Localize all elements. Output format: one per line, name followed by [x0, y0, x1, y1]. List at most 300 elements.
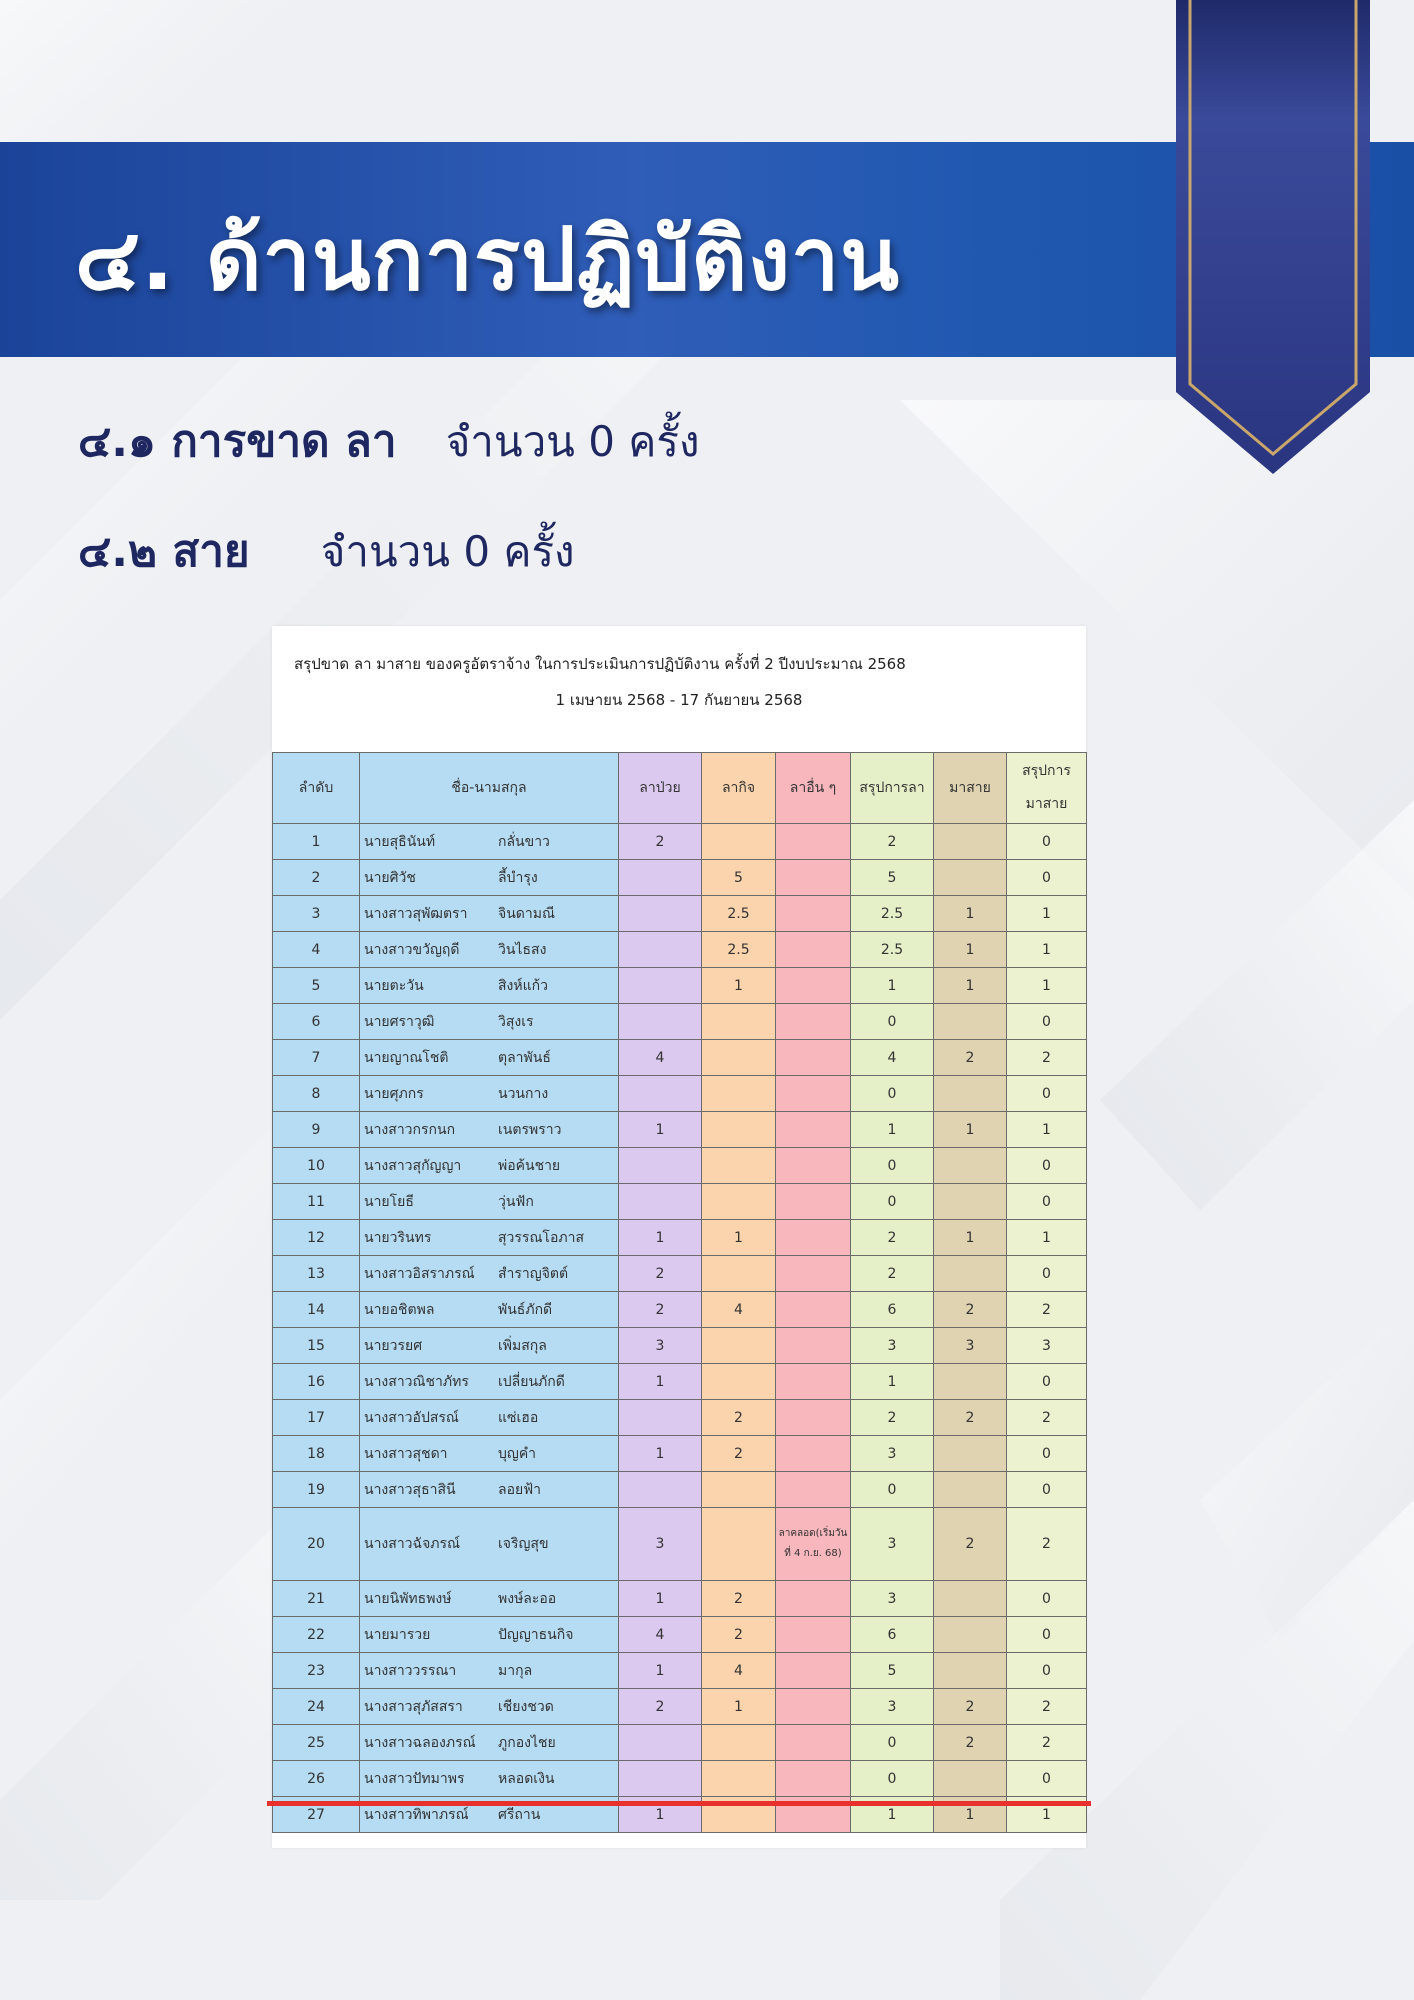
cell-other-leave	[776, 1761, 851, 1797]
last-name: เพิ่มสกุล	[498, 1337, 547, 1354]
cell-sick-leave	[619, 860, 702, 896]
cell-sick-leave: 2	[619, 1292, 702, 1328]
cell-no: 19	[273, 1472, 360, 1508]
cell-other-leave	[776, 1148, 851, 1184]
last-name: วิสุงเร	[498, 1013, 534, 1030]
cell-late: 1	[934, 968, 1007, 1004]
cell-no: 21	[273, 1581, 360, 1617]
cell-late-total: 0	[1007, 1436, 1087, 1472]
cell-late: 2	[934, 1400, 1007, 1436]
first-name: นางสาวสุชดา	[364, 1445, 448, 1462]
cell-business-leave	[702, 1256, 776, 1292]
last-name: สิงห์แก้ว	[498, 977, 548, 994]
cell-business-leave	[702, 824, 776, 860]
last-name: เปลี่ยนภักดี	[498, 1373, 565, 1390]
cell-name	[360, 1581, 619, 1617]
cell-leave-total: 0	[851, 1184, 934, 1220]
cell-no: 8	[273, 1076, 360, 1112]
cell-business-leave: 5	[702, 860, 776, 896]
cell-sick-leave: 1	[619, 1581, 702, 1617]
attendance-summary-document	[272, 626, 1086, 1848]
header-no: ลำดับ	[273, 753, 360, 824]
cell-no: 18	[273, 1436, 360, 1472]
cell-late-total: 0	[1007, 1581, 1087, 1617]
cell-name	[360, 1653, 619, 1689]
first-name: นางสาวทิพาภรณ์	[364, 1806, 469, 1823]
cell-late-total: 2	[1007, 1689, 1087, 1725]
cell-business-leave: 2	[702, 1436, 776, 1472]
table-row	[273, 1328, 1087, 1364]
cell-late: 1	[934, 896, 1007, 932]
other-leave-note: ลาคลอด(เริ่มวันที่ 4 ก.ย. 68)	[778, 1528, 848, 1559]
cell-name	[360, 824, 619, 860]
cell-leave-total: 6	[851, 1292, 934, 1328]
cell-late-total: 0	[1007, 860, 1087, 896]
late-count: จำนวน 0 ครั้ง	[320, 527, 575, 576]
cell-late	[934, 1004, 1007, 1040]
cell-late-total: 0	[1007, 1653, 1087, 1689]
cell-other-leave	[776, 1076, 851, 1112]
cell-leave-total: 2	[851, 1256, 934, 1292]
cell-business-leave	[702, 1472, 776, 1508]
cell-other-leave	[776, 824, 851, 860]
last-name: ลอยฟ้า	[498, 1481, 541, 1498]
cell-no: 14	[273, 1292, 360, 1328]
cell-business-leave: 2	[702, 1581, 776, 1617]
last-name: วินไธสง	[498, 941, 547, 958]
last-name: เชียงชวด	[498, 1698, 554, 1715]
cell-other-leave	[776, 1292, 851, 1328]
cell-business-leave: 4	[702, 1653, 776, 1689]
table-row	[273, 1653, 1087, 1689]
cell-name	[360, 1617, 619, 1653]
cell-no: 27	[273, 1797, 360, 1833]
first-name: นายสุธินันท์	[364, 833, 436, 850]
cell-sick-leave: 1	[619, 1797, 702, 1833]
table-row	[273, 1508, 1087, 1581]
cell-name	[360, 1725, 619, 1761]
cell-late	[934, 1653, 1007, 1689]
cell-other-leave	[776, 1004, 851, 1040]
cell-business-leave	[702, 1112, 776, 1148]
cell-other-leave	[776, 1436, 851, 1472]
cell-late	[934, 860, 1007, 896]
cell-sick-leave: 1	[619, 1653, 702, 1689]
first-name: นายอชิตพล	[364, 1301, 435, 1318]
cell-leave-total: 3	[851, 1581, 934, 1617]
first-name: นางสาวกรกนก	[364, 1121, 456, 1138]
cell-late-total: 0	[1007, 1184, 1087, 1220]
cell-late	[934, 1617, 1007, 1653]
cell-no: 6	[273, 1004, 360, 1040]
cell-leave-total: 5	[851, 860, 934, 896]
cell-no: 2	[273, 860, 360, 896]
cell-late-total: 0	[1007, 824, 1087, 860]
cell-name	[360, 1220, 619, 1256]
last-name: พงษ์ละออ	[498, 1590, 557, 1607]
document-title: สรุปขาด ลา มาสาย ของครูอัตราจ้าง ในการประเมินการปฏิบัติงาน ครั้งที่ 2 ปีงบประมาณ 2568	[294, 655, 906, 673]
header-late: มาสาย	[934, 753, 1007, 824]
last-name: เนตรพราว	[498, 1121, 562, 1138]
cell-name	[360, 1256, 619, 1292]
cell-no: 10	[273, 1148, 360, 1184]
first-name: นายตะวัน	[364, 977, 424, 994]
cell-late	[934, 1364, 1007, 1400]
cell-late-total: 0	[1007, 1004, 1087, 1040]
cell-name	[360, 1004, 619, 1040]
cell-business-leave: 1	[702, 1689, 776, 1725]
cell-business-leave	[702, 1076, 776, 1112]
cell-late	[934, 1256, 1007, 1292]
first-name: นางสาวอิสราภรณ์	[364, 1265, 475, 1282]
table-row	[273, 1472, 1087, 1508]
cell-name	[360, 1436, 619, 1472]
cell-leave-total: 2.5	[851, 932, 934, 968]
cell-leave-total: 3	[851, 1689, 934, 1725]
first-name: นางสาวปัทมาพร	[364, 1770, 465, 1787]
cell-no: 15	[273, 1328, 360, 1364]
first-name: นางสาวสุพัฒตรา	[364, 905, 468, 922]
cell-no: 22	[273, 1617, 360, 1653]
cell-sick-leave: 1	[619, 1220, 702, 1256]
cell-late-total: 0	[1007, 1617, 1087, 1653]
page-title: ๔. ด้านการปฏิบัติงาน	[75, 210, 901, 310]
absence-leave-heading: ๔.๑ การขาด ลา	[78, 416, 397, 467]
table-row	[273, 1076, 1087, 1112]
cell-name	[360, 1761, 619, 1797]
cell-late-total: 0	[1007, 1148, 1087, 1184]
cell-name	[360, 968, 619, 1004]
cell-name	[360, 1400, 619, 1436]
cell-business-leave	[702, 1040, 776, 1076]
cell-leave-total: 5	[851, 1653, 934, 1689]
cell-name	[360, 1689, 619, 1725]
cell-late: 2	[934, 1689, 1007, 1725]
absence-leave-count: จำนวน 0 ครั้ง	[445, 417, 700, 466]
ribbon-bookmark-icon	[1176, 0, 1370, 478]
cell-leave-total: 3	[851, 1328, 934, 1364]
last-name: หลอดเงิน	[498, 1770, 555, 1787]
cell-no: 23	[273, 1653, 360, 1689]
cell-other-leave	[776, 1581, 851, 1617]
cell-late: 2	[934, 1508, 1007, 1581]
cell-sick-leave: 2	[619, 1689, 702, 1725]
cell-other-leave	[776, 860, 851, 896]
cell-business-leave: 2.5	[702, 932, 776, 968]
cell-sick-leave: 1	[619, 1436, 702, 1472]
first-name: นางสาววรรณา	[364, 1662, 457, 1679]
cell-name	[360, 1472, 619, 1508]
last-name: ภูกองไชย	[498, 1734, 556, 1751]
last-name: สุวรรณโอภาส	[498, 1229, 584, 1246]
last-name: พ่อค้นชาย	[498, 1157, 561, 1174]
table-row	[273, 1436, 1087, 1472]
cell-leave-total: 1	[851, 1797, 934, 1833]
table-row	[273, 1292, 1087, 1328]
cell-name	[360, 1148, 619, 1184]
header-leave-total: สรุปการลา	[851, 753, 934, 824]
cell-leave-total: 1	[851, 1364, 934, 1400]
cell-no: 26	[273, 1761, 360, 1797]
cell-no: 12	[273, 1220, 360, 1256]
cell-business-leave	[702, 1004, 776, 1040]
cell-late-total: 2	[1007, 1725, 1087, 1761]
cell-late-total: 2	[1007, 1400, 1087, 1436]
cell-business-leave: 2.5	[702, 896, 776, 932]
cell-leave-total: 2	[851, 1400, 934, 1436]
header-other-leave: ลาอื่น ๆ	[776, 753, 851, 824]
cell-leave-total: 0	[851, 1148, 934, 1184]
last-name: ศรีถาน	[498, 1806, 541, 1823]
cell-leave-total: 2.5	[851, 896, 934, 932]
cell-business-leave	[702, 1364, 776, 1400]
cell-late	[934, 1761, 1007, 1797]
cell-leave-total: 1	[851, 968, 934, 1004]
cell-leave-total: 0	[851, 1761, 934, 1797]
cell-sick-leave	[619, 1761, 702, 1797]
cell-leave-total: 6	[851, 1617, 934, 1653]
cell-late-total: 0	[1007, 1076, 1087, 1112]
header-business-leave: ลากิจ	[702, 753, 776, 824]
cell-late	[934, 1076, 1007, 1112]
last-name: นวนกาง	[498, 1085, 549, 1102]
first-name: นางสาวสุกัญญา	[364, 1157, 462, 1174]
first-name: นายศราวุฒิ	[364, 1013, 435, 1030]
header-name: ชื่อ-นามสกุล	[360, 753, 619, 824]
first-name: นายนิพัทธพงษ์	[364, 1590, 452, 1607]
cell-other-leave	[776, 1617, 851, 1653]
cell-other-leave	[776, 896, 851, 932]
cell-late: 2	[934, 1725, 1007, 1761]
cell-sick-leave	[619, 1076, 702, 1112]
cell-late-total: 2	[1007, 1292, 1087, 1328]
table-row	[273, 1761, 1087, 1797]
first-name: นางสาวณิชาภัทร	[364, 1373, 469, 1390]
first-name: นางสาวขวัญฤดี	[364, 941, 460, 958]
cell-other-leave	[776, 968, 851, 1004]
cell-leave-total: 3	[851, 1508, 934, 1581]
cell-sick-leave: 3	[619, 1328, 702, 1364]
cell-business-leave	[702, 1508, 776, 1581]
table-row	[273, 1004, 1087, 1040]
cell-sick-leave: 1	[619, 1112, 702, 1148]
last-name: เจริญสุข	[498, 1536, 549, 1552]
cell-leave-total: 0	[851, 1004, 934, 1040]
cell-late-total: 0	[1007, 1761, 1087, 1797]
header-late-total-line2: มาสาย	[1025, 796, 1068, 812]
cell-late-total: 0	[1007, 1256, 1087, 1292]
cell-business-leave: 4	[702, 1292, 776, 1328]
first-name: นายวรยศ	[364, 1337, 423, 1354]
table-row	[273, 1725, 1087, 1761]
cell-name	[360, 1184, 619, 1220]
first-name: นางสาวสุภัสสรา	[364, 1698, 463, 1715]
cell-late: 1	[934, 1220, 1007, 1256]
cell-late	[934, 1184, 1007, 1220]
table-row	[273, 1148, 1087, 1184]
last-name: บุญคำ	[498, 1445, 537, 1462]
first-name: นางสาวฉัจภรณ์	[364, 1536, 461, 1552]
cell-sick-leave: 1	[619, 1364, 702, 1400]
cell-no: 25	[273, 1725, 360, 1761]
table-row	[273, 1040, 1087, 1076]
cell-name	[360, 932, 619, 968]
cell-late	[934, 1436, 1007, 1472]
table-row	[273, 1617, 1087, 1653]
cell-no: 16	[273, 1364, 360, 1400]
last-name: ลี้บำรุง	[498, 869, 538, 886]
cell-sick-leave	[619, 968, 702, 1004]
table-row	[273, 1256, 1087, 1292]
cell-name	[360, 1508, 619, 1581]
cell-business-leave: 1	[702, 1220, 776, 1256]
cell-no: 17	[273, 1400, 360, 1436]
cell-sick-leave	[619, 1184, 702, 1220]
table-row	[273, 932, 1087, 968]
cell-late-total: 3	[1007, 1328, 1087, 1364]
cell-business-leave: 1	[702, 968, 776, 1004]
cell-late-total: 2	[1007, 1040, 1087, 1076]
cell-late: 1	[934, 1112, 1007, 1148]
cell-business-leave	[702, 1184, 776, 1220]
cell-other-leave	[776, 1508, 851, 1581]
cell-sick-leave: 3	[619, 1508, 702, 1581]
cell-name	[360, 1328, 619, 1364]
cell-other-leave	[776, 932, 851, 968]
cell-late: 1	[934, 932, 1007, 968]
cell-leave-total: 3	[851, 1436, 934, 1472]
cell-late-total: 0	[1007, 1472, 1087, 1508]
cell-sick-leave: 4	[619, 1617, 702, 1653]
table-row	[273, 1581, 1087, 1617]
cell-name	[360, 1112, 619, 1148]
first-name: นางสาวฉลองภรณ์	[364, 1734, 476, 1751]
cell-name	[360, 1040, 619, 1076]
cell-leave-total: 0	[851, 1076, 934, 1112]
last-name: ปัญญาธนกิจ	[498, 1626, 574, 1643]
first-name: นายโยธี	[364, 1193, 414, 1210]
cell-other-leave	[776, 1256, 851, 1292]
cell-name	[360, 1364, 619, 1400]
cell-sick-leave: 4	[619, 1040, 702, 1076]
cell-other-leave	[776, 1472, 851, 1508]
cell-other-leave	[776, 1400, 851, 1436]
cell-leave-total: 1	[851, 1112, 934, 1148]
cell-business-leave	[702, 1725, 776, 1761]
cell-sick-leave: 2	[619, 1256, 702, 1292]
header-late-total-line1: สรุปการ	[1022, 763, 1071, 779]
cell-business-leave	[702, 1761, 776, 1797]
cell-late: 2	[934, 1292, 1007, 1328]
document-date-range: 1 เมษายน 2568 - 17 กันยายน 2568	[555, 691, 803, 709]
cell-leave-total: 2	[851, 1220, 934, 1256]
cell-no: 20	[273, 1508, 360, 1581]
cell-no: 13	[273, 1256, 360, 1292]
last-name: กลั่นขาว	[498, 833, 550, 850]
cell-no: 9	[273, 1112, 360, 1148]
cell-no: 4	[273, 932, 360, 968]
cell-no: 5	[273, 968, 360, 1004]
cell-other-leave	[776, 1364, 851, 1400]
cell-business-leave	[702, 1328, 776, 1364]
cell-no: 3	[273, 896, 360, 932]
cell-other-leave	[776, 1328, 851, 1364]
attendance-table	[272, 752, 1087, 1833]
cell-no: 7	[273, 1040, 360, 1076]
table-row	[273, 860, 1087, 896]
cell-late-total: 2	[1007, 1508, 1087, 1581]
cell-leave-total: 4	[851, 1040, 934, 1076]
table-row	[273, 1184, 1087, 1220]
last-name: จินดามณี	[498, 905, 555, 922]
table-row	[273, 1112, 1087, 1148]
cell-late-total: 1	[1007, 1797, 1087, 1833]
cell-other-leave	[776, 1725, 851, 1761]
cell-sick-leave	[619, 1148, 702, 1184]
cell-late	[934, 1472, 1007, 1508]
cell-name	[360, 860, 619, 896]
cell-late: 2	[934, 1040, 1007, 1076]
last-name: สำราญจิตต์	[498, 1265, 569, 1282]
cell-late	[934, 1148, 1007, 1184]
cell-sick-leave	[619, 896, 702, 932]
cell-late-total: 1	[1007, 1220, 1087, 1256]
cell-business-leave	[702, 1148, 776, 1184]
cell-other-leave	[776, 1112, 851, 1148]
table-row	[273, 1400, 1087, 1436]
absence-leave-line	[78, 406, 699, 476]
cell-business-leave: 2	[702, 1617, 776, 1653]
cell-late-total: 1	[1007, 968, 1087, 1004]
cell-other-leave	[776, 1220, 851, 1256]
table-row	[273, 968, 1087, 1004]
cell-late	[934, 824, 1007, 860]
cell-leave-total: 0	[851, 1725, 934, 1761]
cell-late-total: 1	[1007, 1112, 1087, 1148]
cell-late-total: 1	[1007, 896, 1087, 932]
cell-sick-leave	[619, 1004, 702, 1040]
cell-sick-leave	[619, 1472, 702, 1508]
cell-no: 1	[273, 824, 360, 860]
first-name: นายญาณโชติ	[364, 1049, 449, 1066]
late-heading: ๔.๒ สาย	[78, 526, 250, 577]
cell-sick-leave	[619, 1400, 702, 1436]
cell-name	[360, 1292, 619, 1328]
last-name: แซ่เฮอ	[498, 1409, 539, 1426]
first-name: นางสาวสุธาสินี	[364, 1481, 456, 1498]
cell-sick-leave: 2	[619, 824, 702, 860]
cell-leave-total: 0	[851, 1472, 934, 1508]
cell-name	[360, 1076, 619, 1112]
last-name: พันธ์ภักดี	[498, 1301, 553, 1318]
cell-business-leave: 2	[702, 1400, 776, 1436]
header-late-total	[1007, 753, 1087, 824]
cell-other-leave	[776, 1653, 851, 1689]
cell-no: 24	[273, 1689, 360, 1725]
first-name: นายวรินทร	[364, 1229, 432, 1246]
red-marker-line	[267, 1801, 1091, 1806]
cell-late-total: 0	[1007, 1364, 1087, 1400]
first-name: นางสาวอัปสรณ์	[364, 1409, 459, 1426]
first-name: นายมารวย	[364, 1626, 431, 1643]
cell-other-leave	[776, 1184, 851, 1220]
table-row	[273, 1220, 1087, 1256]
cell-late: 3	[934, 1328, 1007, 1364]
cell-other-leave	[776, 1040, 851, 1076]
cell-other-leave	[776, 1689, 851, 1725]
table-row	[273, 1689, 1087, 1725]
first-name: นายศุภกร	[364, 1085, 424, 1102]
